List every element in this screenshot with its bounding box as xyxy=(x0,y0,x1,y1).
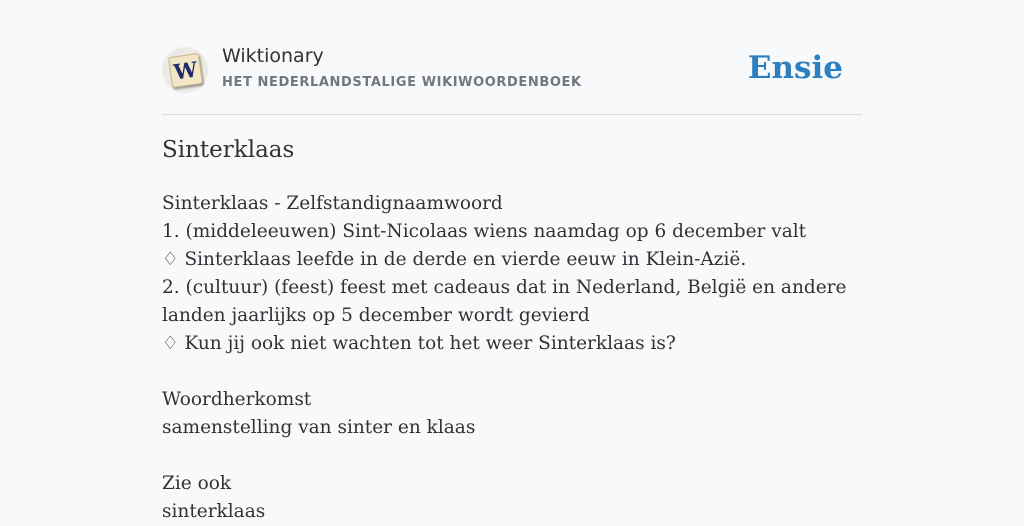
wiktionary-logo[interactable] xyxy=(162,47,208,93)
site-name[interactable]: Wiktionary xyxy=(222,45,324,67)
etymology-heading: Woordherkomst xyxy=(162,389,312,410)
spacer xyxy=(162,358,862,386)
ensie-brand-logo[interactable]: Ensie xyxy=(747,50,843,86)
see-also-heading: Zie ook xyxy=(162,473,232,494)
logo-tile-icon: W xyxy=(167,52,202,87)
example-2: ♢ Kun jij ook niet wachten tot het weer Sinterklaas is? xyxy=(162,333,676,354)
page-title: Sinterklaas xyxy=(162,137,295,163)
page-container xyxy=(162,0,862,522)
part-of-speech-line: Sinterklaas - Zelfstandignaamwoord xyxy=(162,193,503,214)
see-also-item[interactable]: sinterklaas xyxy=(162,501,266,522)
etymology-text: samenstelling van sinter en klaas xyxy=(162,417,476,438)
definition-2: 2. (cultuur) (feest) feest met cadeaus dat in Nederland, België en andere landen jaarlijks op 5 december wordt gevierd xyxy=(162,277,847,326)
spacer xyxy=(162,442,862,470)
entry-content xyxy=(162,190,862,526)
site-tagline: HET NEDERLANDSTALIGE WIKIWOORDENBOEK xyxy=(222,75,582,90)
example-1: ♢ Sinterklaas leefde in de derde en vierde eeuw in Klein-Azië. xyxy=(162,249,747,270)
definition-1: 1. (middeleeuwen) Sint-Nicolaas wiens naamdag op 6 december valt xyxy=(162,221,807,242)
site-header xyxy=(162,0,862,115)
